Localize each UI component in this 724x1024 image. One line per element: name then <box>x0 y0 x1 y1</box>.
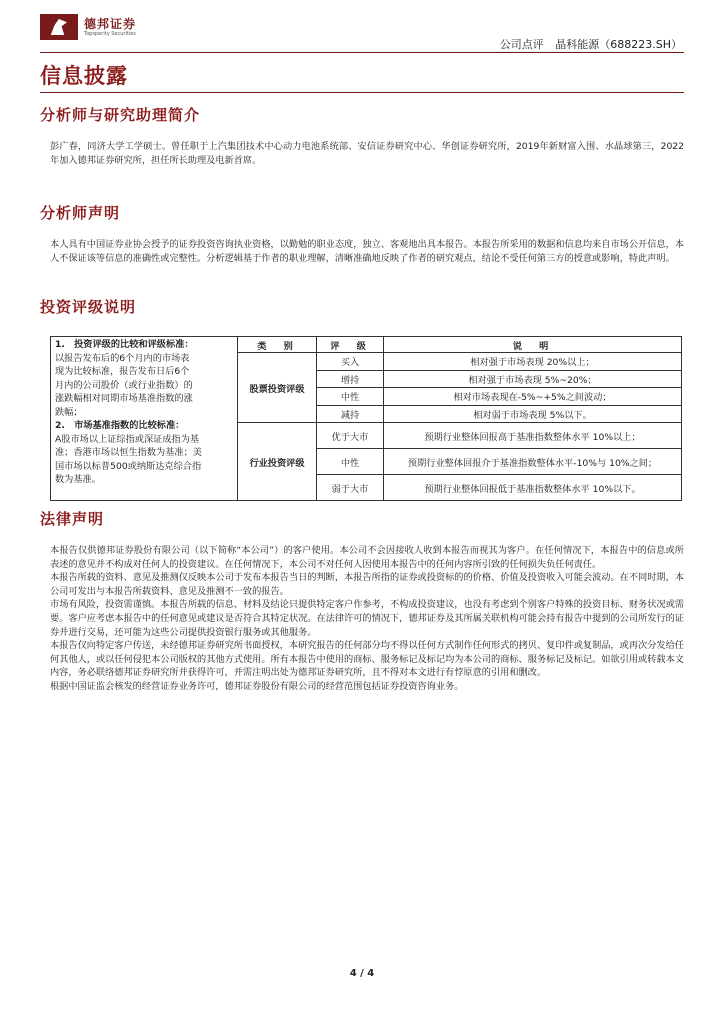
rating-criteria-line: 月内的公司股价（或行业指数）的 <box>55 379 193 391</box>
legal-paragraph: 本报告仅供德邦证券股份有限公司（以下简称“本公司”）的客户使用。本公司不会因接收人收到本报告而视其为客户。在任何情况下，本报告中的信息或所表述的意见并不构成对任何人的投资建议。在任何情况下，本公司不对任何人因使用本报告中的任何内容所引致的任何损失负任何责任。 <box>50 545 684 570</box>
stock-rating-overweight: 增持 <box>317 370 384 388</box>
rating-criteria-line: 跌幅； <box>55 406 83 418</box>
report-header <box>492 36 682 52</box>
brand-name-cn: 德邦证券 <box>84 16 137 31</box>
analyst-statement-text: 本人具有中国证券业协会授予的证券投资咨询执业资格，以勤勉的职业态度，独立、客观地出具本报告。本报告所采用的数据和信息均来自市场公开信息，本人不保证该等信息的准确性或完整性。分析逻辑基于作者的职业理解，清晰准确地反映了作者的研究观点，结论不受任何第三方的授意或影响，特此声明。 <box>50 239 684 264</box>
rating-criteria-line: 数为基准。 <box>55 474 101 485</box>
brand-name-en: Topsperity Securities <box>84 30 136 37</box>
brand-logo <box>40 14 136 40</box>
rating-criteria-line: 以报告发布后的6个月内的市场表 <box>55 352 190 364</box>
analyst-intro-heading: 分析师与研究助理简介 <box>40 106 201 124</box>
analyst-statement-heading: 分析师声明 <box>40 204 121 222</box>
legal-paragraph: 本报告仅向特定客户传送，未经德邦证券研究所书面授权，本研究报告的任何部分均不得以任何方式制作任何形式的拷贝、复印件或复制品，或再次分发给任何其他人，或以任何侵犯本公司版权的其他方式使用。所有本报告中使用的商标、服务标记及标记均为本公司的商标、服务标记及标记。如欲引用或转载本文内容，务必联络德邦证券研究所并获得许可，并需注明出处为德邦证券研究所，且不得对本文进行有悖原意的引用和删改。 <box>50 640 684 679</box>
rating-criteria-line: 现为比较标准，报告发布日后6个 <box>55 366 190 377</box>
header-category: 类 别 <box>238 337 317 353</box>
analyst-intro-text: 彭广春，同济大学工学硕士。曾任职于上汽集团技术中心动力电池系统部、安信证券研究中心、华创证券研究所，2019年新财富入围、水晶球第三，2022年加入德邦证券研究所，担任所长助理及电新首席。 <box>50 141 684 166</box>
company-name: 晶科能源（688223.SH） <box>555 38 682 51</box>
title-divider <box>40 92 684 93</box>
industry-rating-underperform: 弱于大市 <box>317 475 384 501</box>
legal-paragraph: 根据中国证监会核发的经营证券业务许可，德邦证券股份有限公司的经营范围包括证券投资咨询业务。 <box>50 680 464 692</box>
page-number: 4 / 4 <box>349 968 375 979</box>
stock-rating-underweight-desc: 相对弱于市场表现 5%以下。 <box>384 405 682 423</box>
industry-rating-category: 行业投资评级 <box>238 423 317 501</box>
rating-criteria-line: 国市场以标普500或纳斯达克综合指 <box>55 460 202 472</box>
rating-criteria-line: 涨跌幅相对同期市场基准指数的涨 <box>55 393 193 404</box>
legal-paragraph: 本报告所载的资料、意见及推测仅反映本公司于发布本报告当日的判断，本报告所指的证券或投资标的的价格、价值及投资收入可能会波动。在不同时期，本公司可发出与本报告所载资料、意见及推测不一致的报告。 <box>50 572 684 597</box>
stock-rating-category: 股票投资评级 <box>238 353 317 423</box>
stock-rating-neutral: 中性 <box>317 388 384 406</box>
rating-heading: 投资评级说明 <box>40 298 137 316</box>
stock-rating-underweight: 减持 <box>317 405 384 423</box>
stock-rating-neutral-desc: 相对市场表现在-5%~+5%之间波动； <box>384 388 682 406</box>
legal-text <box>50 544 684 694</box>
industry-rating-neutral-desc: 预期行业整体回报介于基准指数整体水平-10%与 10%之间； <box>384 449 682 475</box>
stock-rating-buy: 买入 <box>317 353 384 371</box>
page-title: 信息披露 <box>40 64 128 88</box>
rating-criteria-line: A股市场以上证综指或深证成指为基 <box>55 433 200 445</box>
stock-rating-buy-desc: 相对强于市场表现 20%以上； <box>384 353 682 371</box>
rating-criteria-line: 2. 市场基准指数的比较标准： <box>55 420 185 431</box>
industry-rating-outperform-desc: 预期行业整体回报高于基准指数整体水平 10%以上； <box>384 423 682 449</box>
header-divider <box>40 52 684 53</box>
legal-heading: 法律声明 <box>40 510 105 528</box>
industry-rating-underperform-desc: 预期行业整体回报低于基准指数整体水平 10%以下。 <box>384 475 682 501</box>
brand-logo-icon <box>40 14 78 40</box>
rating-table <box>50 336 682 501</box>
stock-rating-overweight-desc: 相对强于市场表现 5%~20%； <box>384 370 682 388</box>
header-description: 说 明 <box>384 337 682 353</box>
rating-criteria-line: 准；香港市场以恒生指数为基准；美 <box>55 447 202 458</box>
header-rating: 评 级 <box>317 337 384 353</box>
rating-criteria-line: 1. 投资评级的比较和评级标准： <box>55 339 194 350</box>
industry-rating-neutral: 中性 <box>317 449 384 475</box>
legal-paragraph: 市场有风险，投资需谨慎。本报告所载的信息、材料及结论只提供特定客户作参考，不构成投资建议，也没有考虑到个别客户特殊的投资目标、财务状况或需要。客户应考虑本报告中的任何意见或建议是否符合其特定状况。在法律许可的情况下，德邦证券及其所属关联机构可能会持有报告中提到的公司所发行的证券并进行交易，还可能为这些公司提供投资银行服务或其他服务。 <box>50 599 684 638</box>
industry-rating-outperform: 优于大市 <box>317 423 384 449</box>
rating-criteria <box>51 337 238 501</box>
report-type: 公司点评 <box>499 38 544 51</box>
